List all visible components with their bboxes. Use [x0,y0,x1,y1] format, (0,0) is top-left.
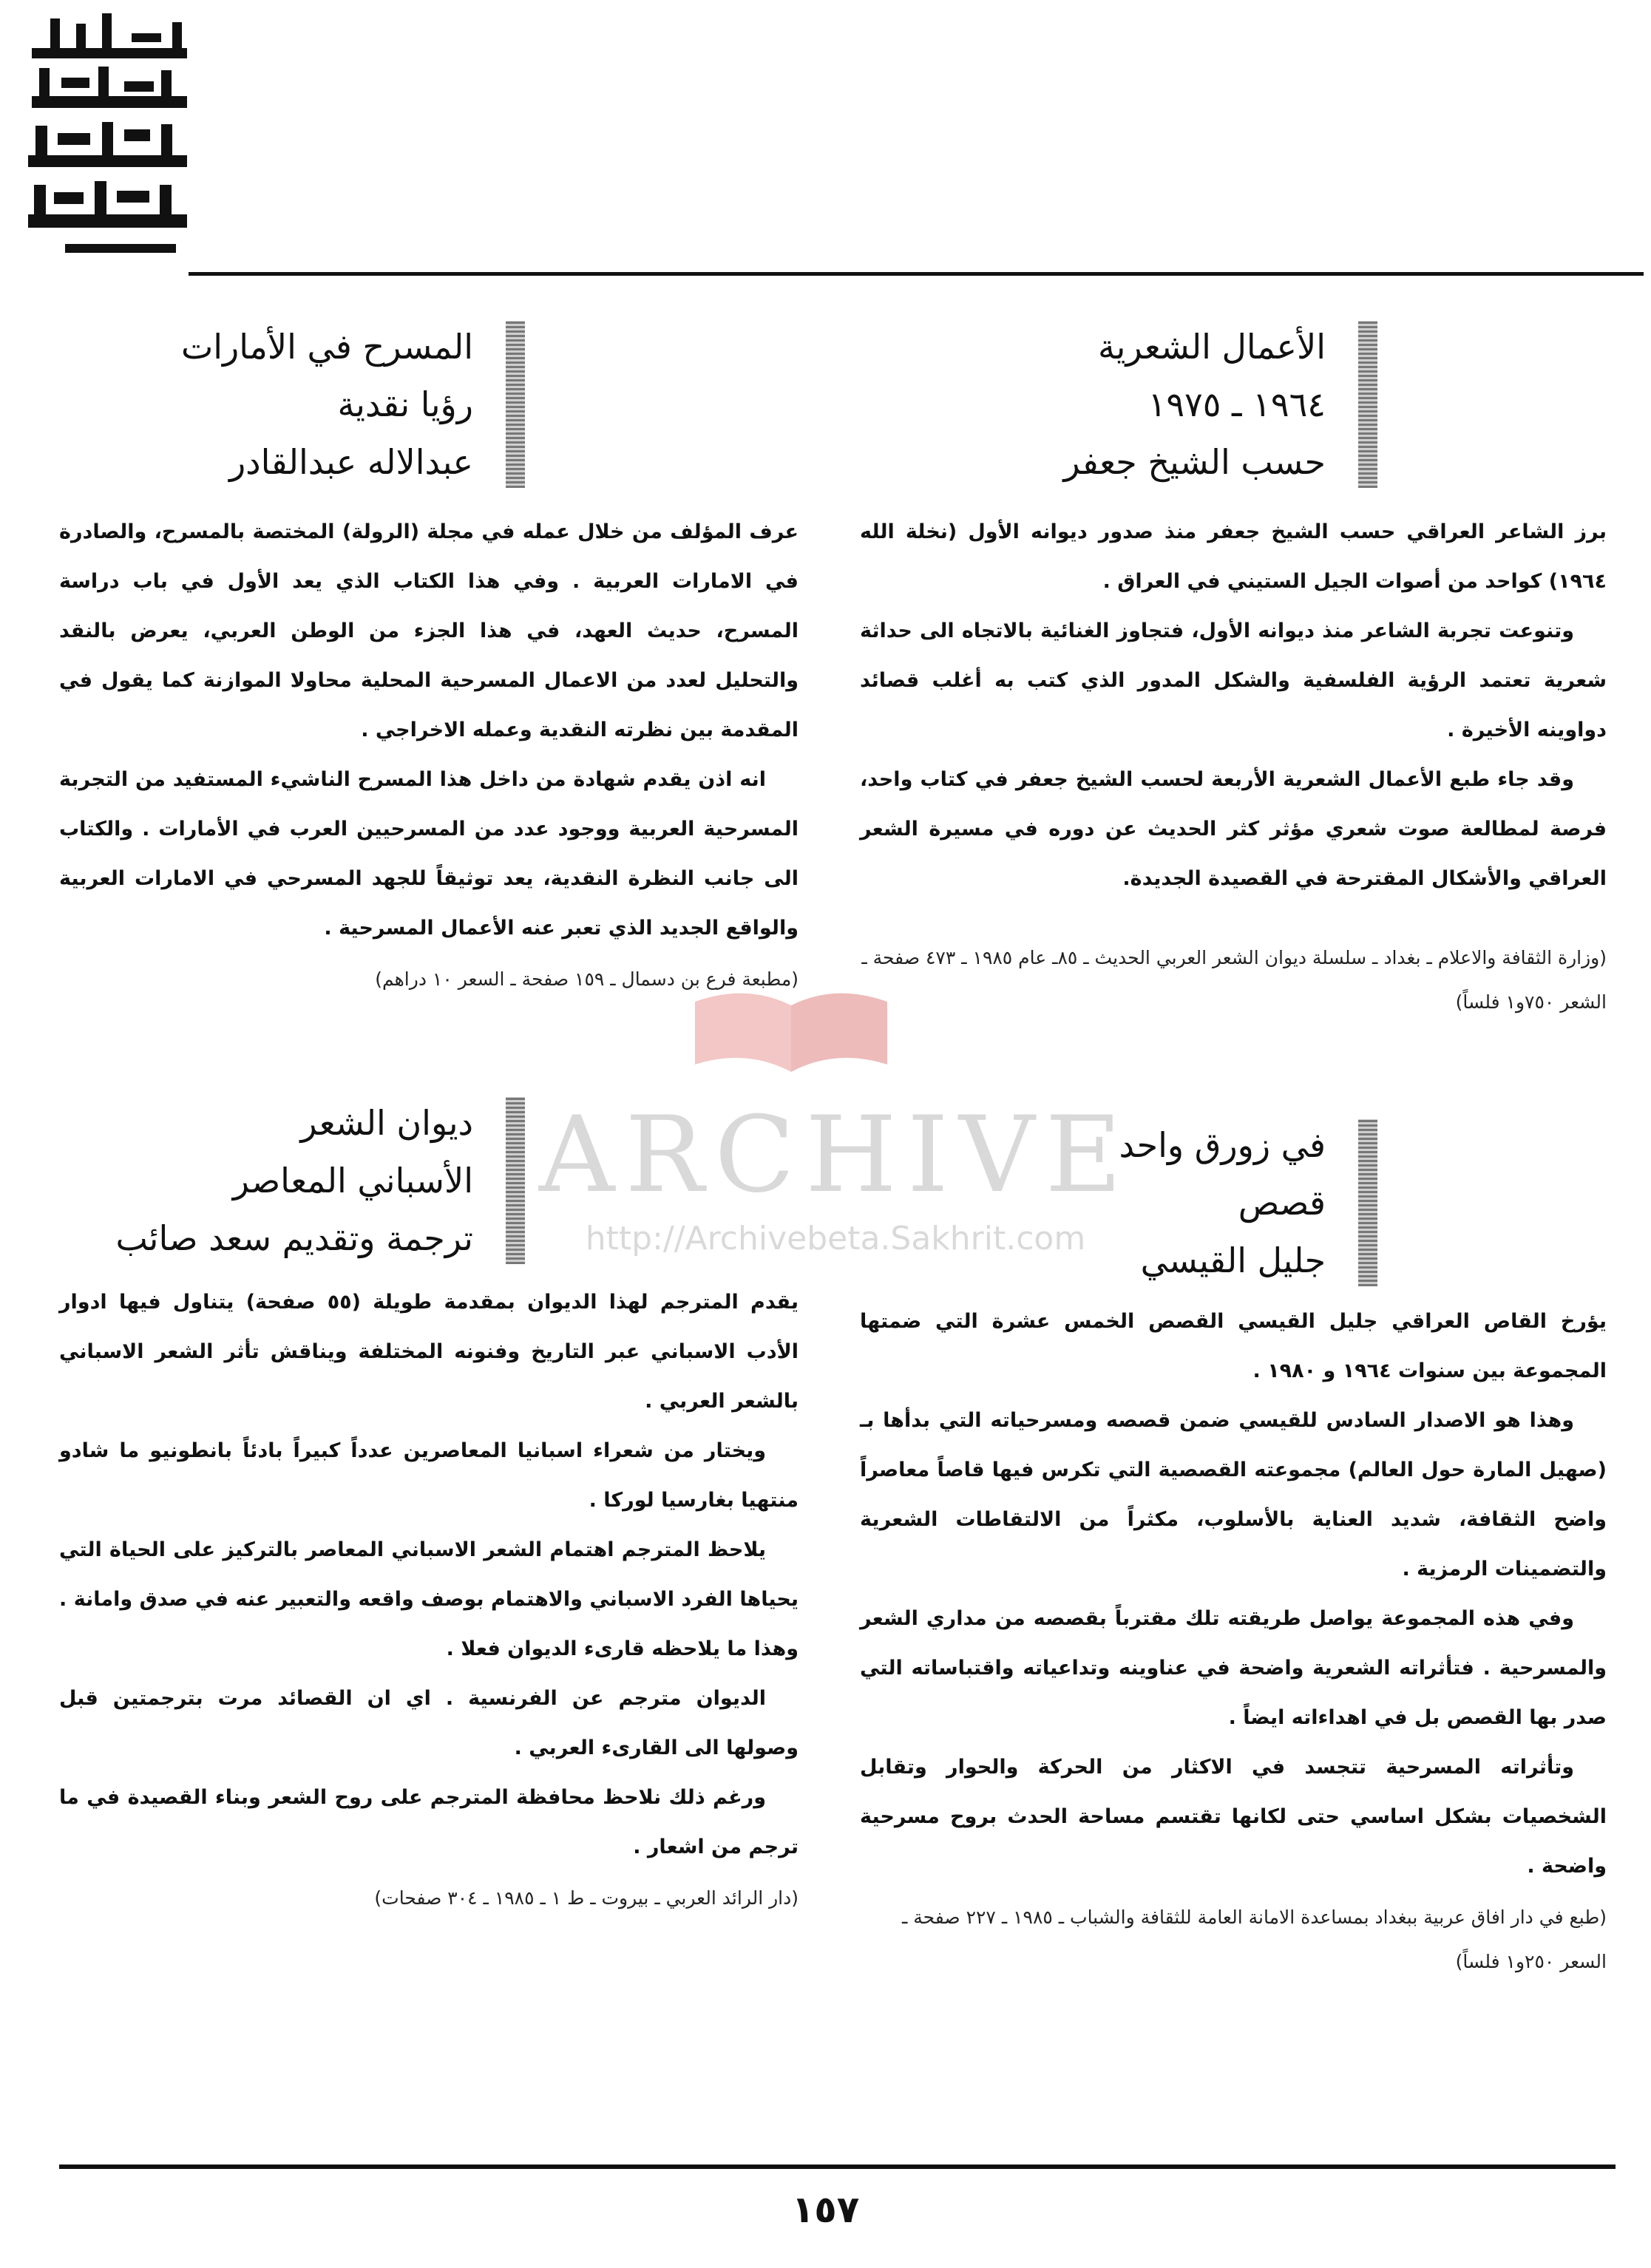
review-paragraph: وهذا هو الاصدار السادس للقيسي ضمن قصصه ومسرحياته التي بدأها بـ (صهيل المارة حول العالم) مجموعته القصصية التي تكرس فيها قاصاً معاصراً واضح الثقافة، شديد العناية بالأسلوب، مكثراً من الالتقاطات الشعرية والتضمينات الرمزية . [860,1409,1607,1581]
review-paragraph: وتأثراته المسرحية تتجسد في الاكثار من الحركة والحوار وتقابل الشخصيات بشكل اساسي حتى لكانها تقتسم مساحة الحدث بروح مسرحية واضحة . [860,1756,1607,1878]
review-body [860,1297,1607,1891]
review-title: الأعمال الشعرية [1098,327,1326,367]
review-block [59,1094,799,1921]
heading-bar [506,321,525,488]
review-source: (وزارة الثقافة والاعلام ـ بغداد ـ سلسلة ديوان الشعر العربي الحديث ـ ٨٥ـ عام ١٩٨٥ ـ ٤٧٣ صفحة ـ الشعر ٧٥٠و١ فلساً) [861,947,1607,1013]
review-block [860,1116,1607,1984]
masthead-logo [21,7,191,274]
review-author: عبدالاله عبدالقادر [228,442,473,482]
review-paragraph: عرف المؤلف من خلال عمله في مجلة (الرولة) المختصة بالمسرح، والصادرة في الامارات العربية . وفي هذا الكتاب الذي يعد الأول في باب دراسة المسرح، حديث العهد، في هذا الجزء من الوطن العربي، يعرض بالنقد والتحليل لعدد من الاعمال المسرحية المحلية محاولا الموازنة كما يقول في المقدمة بين نظرته النقدية وعمله الاخراجي . [59,520,799,741]
review-subtitle: رؤيا نقدية [337,384,473,424]
heading-bar [1358,321,1377,488]
review-body [860,507,1607,903]
review-author: ترجمة وتقديم سعد صائب [115,1218,473,1258]
review-title: ديوان الشعر [300,1103,473,1143]
review-paragraph: يؤرخ القاص العراقي جليل القيسي القصص الخمس عشرة التي ضمتها المجموعة بين سنوات ١٩٦٤ و ١٩٨٠ . [860,1310,1607,1382]
review-source: (طبع في دار افاق عربية ببغداد بمساعدة الامانة العامة للثقافة والشباب ـ ١٩٨٥ ـ ٢٢٧ صفحة ـ السعر ٢٥٠و١ فلساً) [901,1907,1607,1972]
heading-bar [506,1097,525,1264]
review-subtitle: الأسباني المعاصر [232,1161,473,1201]
page-number: ١٥٧ [791,2188,860,2231]
review-body [59,1277,799,1872]
watermark-word: ARCHIVE [538,1094,1133,1216]
review-paragraph: يقدم المترجم لهذا الديوان بمقدمة طويلة (٥٥ صفحة) يتناول فيها ادوار الأدب الاسباني عبر التاريخ وفنونه المختلفة ويناقش تأثر الشعر الاسباني بالشعر العربي . [59,1291,799,1413]
review-subtitle: قصص [1238,1183,1326,1223]
top-rule [189,272,1644,276]
heading-bar [1358,1119,1377,1286]
review-source: (مطبعة فرع بن دسمال ـ ١٥٩ صفحة ـ السعر ١٠ دراهم) [375,968,799,990]
review-paragraph: برز الشاعر العراقي حسب الشيخ جعفر منذ صدور ديوانه الأول (نخلة الله ١٩٦٤) كواحد من أصوات الجيل الستيني في العراق . [860,520,1607,593]
review-paragraph: وقد جاء طبع الأعمال الشعرية الأربعة لحسب الشيخ جعفر في كتاب واحد، فرصة لمطالعة صوت شعري مؤثر كثر الحديث عن دوره في مسيرة الشعر العراقي والأشكال المقترحة في القصيدة الجديدة. [860,768,1607,890]
review-paragraph: ويختار من شعراء اسبانيا المعاصرين عدداً كبيراً بادئاً بانطونيو ما شادو منتهيا بغارسيا لوركا . [59,1439,799,1512]
review-title: في زورق واحد [1119,1125,1326,1165]
review-paragraph: الديوان مترجم عن الفرنسية . اي ان القصائد مرت بترجمتين قبل وصولها الى القارىء العربي . [59,1687,799,1759]
review-block [860,318,1607,1025]
review-title: المسرح في الأمارات [180,327,473,367]
review-block [59,318,799,1002]
review-paragraph: وتنوعت تجربة الشاعر منذ ديوانه الأول، فتجاوز الغنائية بالاتجاه الى حداثة شعرية تعتمد الرؤية الفلسفية والشكل المدور الذي كتب به أغلب قصائد دواوينه الأخيرة . [860,619,1607,741]
review-body [59,507,799,953]
review-heading [59,1094,525,1267]
review-author: حسب الشيخ جعفر [1063,442,1326,482]
bottom-rule [59,2165,1616,2169]
review-paragraph: انه اذن يقدم شهادة من داخل هذا المسرح الناشيء المستفيد من التجربة المسرحية العربية ووجود عدد من المسرحيين العرب في الأمارات . والكتاب الى جانب النظرة النقدية، يعد توثيقاً للجهد المسرحي في الامارات العربية والواقع الجديد الذي تعبر عنه الأعمال المسرحية . [59,768,799,940]
review-author: جليل القيسي [1140,1240,1326,1280]
review-paragraph: وفي هذه المجموعة يواصل طريقته تلك مقترباً بقصصه من مداري الشعر والمسرحية . فتأثراته الشعرية واضحة في عناوينه وتداعياته واقتباساته التي صدر بها القصص بل في اهداءاته ايضاً . [860,1607,1607,1729]
review-heading [59,318,525,491]
review-heading [860,318,1377,491]
review-heading [860,1116,1377,1289]
review-subtitle: ١٩٦٤ ـ ١٩٧٥ [1147,384,1326,424]
watermark-url: http://Archivebeta.Sakhrit.com [585,1220,1086,1257]
review-source: (دار الرائد العربي ـ بيروت ـ ط ١ ـ ١٩٨٥ ـ ٣٠٤ صفحات) [374,1887,799,1909]
review-paragraph: ورغم ذلك نلاحظ محافظة المترجم على روح الشعر وبناء القصيدة في ما ترجم من اشعار . [59,1786,799,1858]
review-paragraph: يلاحظ المترجم اهتمام الشعر الاسباني المعاصر بالتركيز على الحياة التي يحياها الفرد الاسباني والاهتمام بوصف واقعه والتعبير عنه في صدق وامانة . وهذا ما يلاحظه قارىء الديوان فعلا . [59,1538,799,1660]
